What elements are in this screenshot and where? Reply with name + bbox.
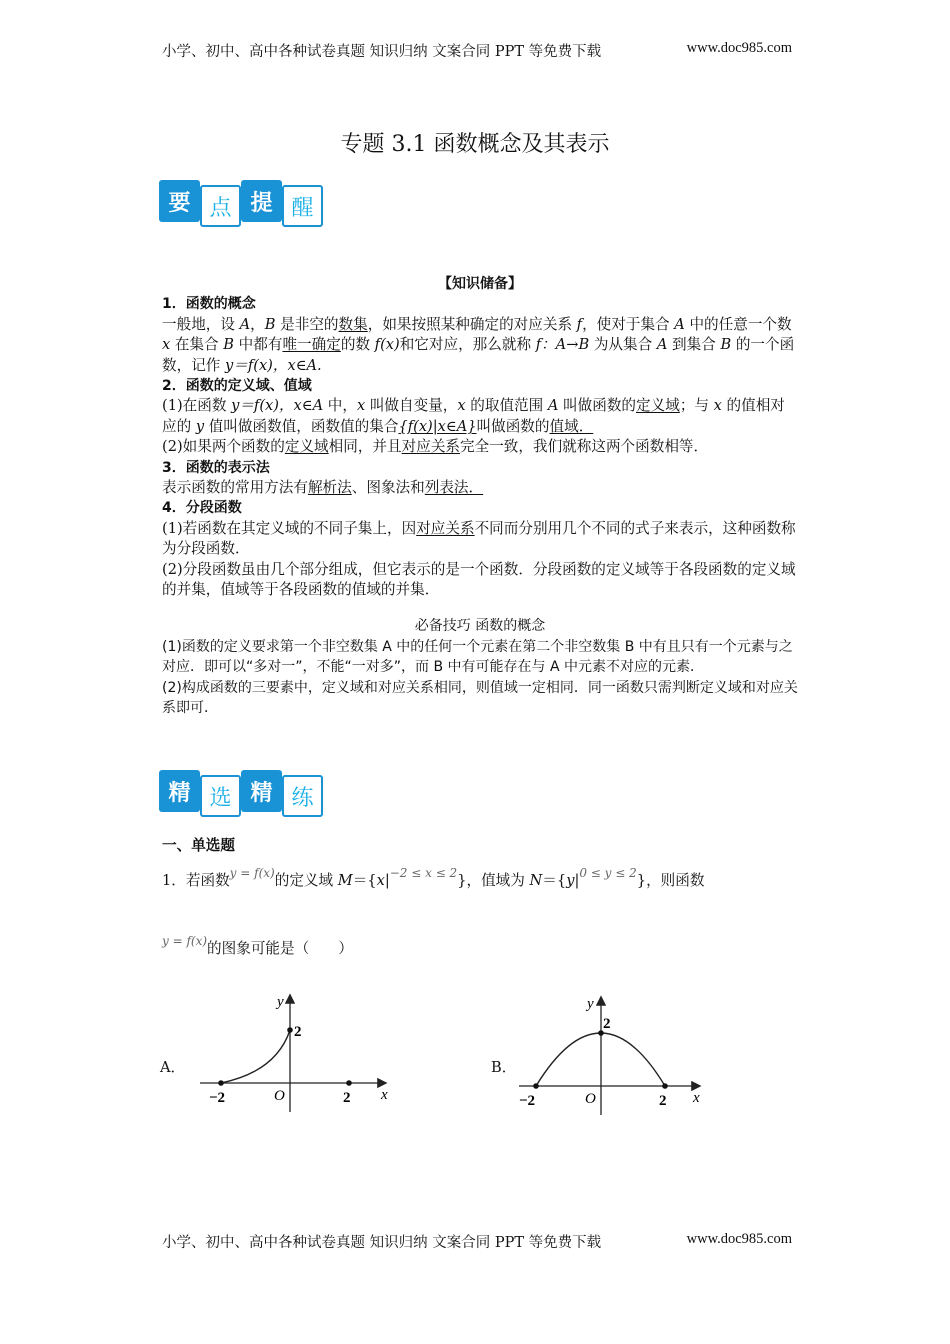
math-range: 0 ≤ y ≤ 2 <box>579 866 637 880</box>
s4-paragraph-1: (1)若函数在其定义域的不同子集上，因对应关系不同而分别用几个不同的式子来表示，这种函数称为分段函数． <box>162 519 796 558</box>
svg-text:2: 2 <box>603 1016 611 1032</box>
s3-title: 3．函数的表示法 <box>162 459 270 476</box>
s4-title: 4．分段函数 <box>162 500 242 517</box>
svg-text:y: y <box>277 994 284 1010</box>
badge-char: 提 <box>241 180 282 222</box>
footer-text: 小学、初中、高中各种试卷真题 知识归纳 文案合同 PPT 等免费下载 <box>162 1235 602 1251</box>
option-a-graph[interactable] <box>195 990 395 1115</box>
page-footer <box>162 1231 792 1252</box>
math-fx: y = f(x) <box>229 866 275 880</box>
s2-paragraph-1: (1)在函数 y＝f(x)，x∈A 中，x 叫做自变量，x 的取值范围 A 叫做函数的定义域；与 x 的值相对应的 y 值叫做函数值，函数值的集合{f(x)|x∈A}叫做函数的值域． <box>162 397 785 435</box>
badge-char: 选 <box>200 775 241 817</box>
question-1-line-2: $^{y = f(x)}$的图象可能是（ ） <box>162 934 353 957</box>
svg-text:2: 2 <box>343 1090 351 1106</box>
svg-text:2: 2 <box>659 1093 667 1109</box>
exercise-section-title: 一、单选题 <box>162 837 235 854</box>
header-site-link[interactable]: www.doc985.com <box>686 40 792 56</box>
section-badge-key-points <box>159 180 323 227</box>
svg-text:2: 2 <box>294 1024 302 1040</box>
knowledge-heading: 【知识储备】 <box>438 276 522 292</box>
badge-char: 点 <box>200 185 241 227</box>
s1-title: 1．函数的概念 <box>162 296 256 313</box>
page-title: 专题 3.1 函数概念及其表示 <box>340 132 610 157</box>
option-b-graph[interactable] <box>517 990 707 1115</box>
svg-text:−2: −2 <box>209 1090 226 1106</box>
badge-char: 精 <box>159 770 200 812</box>
page-header <box>162 40 792 61</box>
svg-text:y: y <box>587 996 594 1012</box>
question-1-line-1: 1．若函数$^{y = f(x)}$的定义域 $M=\{x|^{-2 \le x \le 2}\}$，值域为 $N=\{y|^{0 \le y \le 2}\}$，则函数 <box>162 866 705 889</box>
svg-text:x: x <box>381 1087 388 1103</box>
s3-paragraph: 表示函数的常用方法有解析法、图象法和列表法． <box>162 479 484 497</box>
skills-heading: 必备技巧 函数的概念 <box>414 618 546 634</box>
badge-char: 练 <box>282 775 323 817</box>
option-b-label[interactable]: B． <box>491 1059 517 1076</box>
badge-char: 醒 <box>282 185 323 227</box>
svg-text:x: x <box>693 1090 700 1106</box>
math-domain: −2 ≤ x ≤ 2 <box>389 866 458 880</box>
s4-paragraph-2: (2)分段函数虽由几个部分组成，但它表示的是一个函数．分段函数的定义域等于各段函数的定义域的并集，值域等于各段函数的值域的并集． <box>162 560 796 599</box>
math-fx: y = f(x) <box>162 934 208 948</box>
footer-site-link[interactable]: www.doc985.com <box>686 1231 792 1247</box>
skills-paragraph-2: (2)构成函数的三要素中，定义域和对应关系相同，则值域一定相同．同一函数只需判断定义域和对应关系即可． <box>162 679 798 716</box>
badge-char: 要 <box>159 180 200 222</box>
skills-paragraph-1: (1)函数的定义要求第一个非空数集 A 中的任何一个元素在第二个非空数集 B 中有且只有一个元素与之对应．即可以“多对一”，不能“一对多”，而 B 中有可能存在与 A 中元素不对应的元素． <box>162 638 793 675</box>
section-badge-practice <box>159 770 323 817</box>
skills-section <box>162 616 798 719</box>
s2-title: 2．函数的定义域、值域 <box>162 378 312 395</box>
svg-text:O: O <box>585 1091 596 1107</box>
knowledge-section <box>162 274 798 601</box>
s1-paragraph: 一般地，设 A，B 是非空的数集，如果按照某种确定的对应关系 f，使对于集合 A 中的任意一个数 x 在集合 B 中都有唯一确定的数 f(x)和它对应，那么就称 f：A→B 为从集合 A 到集合 B 的一个函数，记作 y＝f(x)，x∈A. <box>162 315 795 374</box>
s2-paragraph-2: (2)如果两个函数的定义域相同，并且对应关系完全一致，我们就称这两个函数相等． <box>162 438 709 456</box>
badge-char: 精 <box>241 770 282 812</box>
option-a-label[interactable]: A． <box>160 1059 186 1076</box>
header-text: 小学、初中、高中各种试卷真题 知识归纳 文案合同 PPT 等免费下载 <box>162 44 602 60</box>
svg-text:O: O <box>274 1088 285 1104</box>
svg-text:−2: −2 <box>519 1093 536 1109</box>
